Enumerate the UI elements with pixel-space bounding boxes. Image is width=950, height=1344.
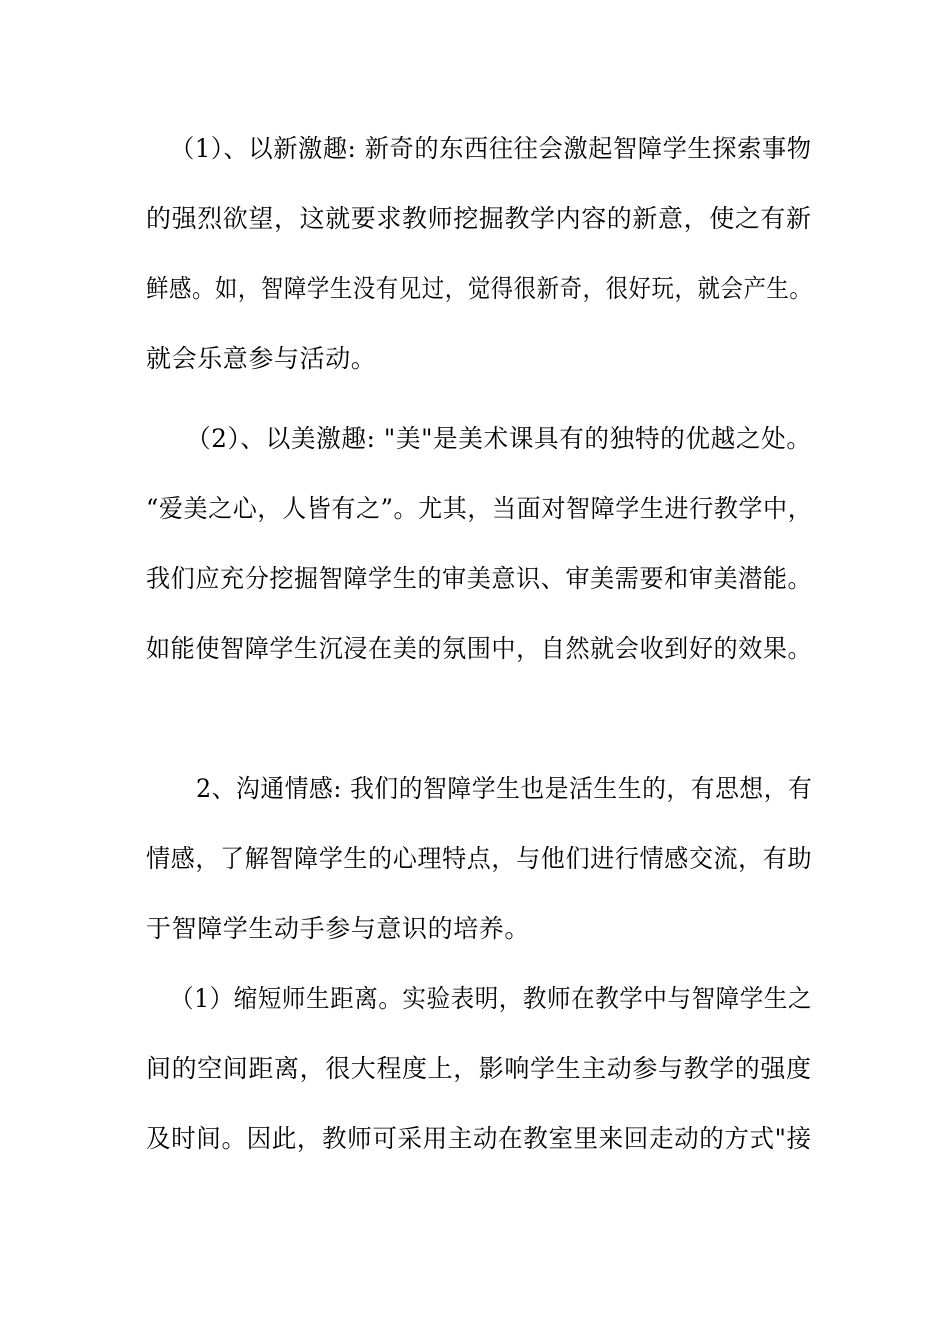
paragraph-4-line-3: 及时间。因此，教师可采用主动在教室里来回走动的方式"接 <box>146 1124 812 1153</box>
paragraph-3-line-2: 情感，了解智障学生的心理特点，与他们进行情感交流，有助 <box>146 844 813 873</box>
paragraph-2-line-4: 如能使智障学生沉浸在美的氛围中，自然就会收到好的效果。 <box>146 634 813 663</box>
paragraph-1-line-3: 鲜感。如，智障学生没有见过，觉得很新奇，很好玩，就会产生。 <box>146 274 813 303</box>
paragraph-1-line-2: 的强烈欲望，这就要求教师挖掘教学内容的新意，使之有新 <box>146 204 812 233</box>
paragraph-2-line-2: “爱美之心，人皆有之”。尤其，当面对智障学生进行教学中， <box>146 494 813 523</box>
paragraph-3-line-1: 2、沟通情感: 我们的智障学生也是活生生的，有思想，有 <box>196 774 813 803</box>
paragraph-1-line-4: 就会乐意参与活动。 <box>146 344 377 373</box>
paragraph-4-line-2: 间的空间距离，很大程度上，影响学生主动参与教学的强度 <box>146 1054 812 1083</box>
paragraph-2-line-1: （2）、以美激趣: "美"是美术课具有的独特的优越之处。 <box>186 424 812 453</box>
paragraph-2-line-3: 我们应充分挖掘智障学生的审美意识、审美需要和审美潜能。 <box>146 564 813 593</box>
paragraph-4-line-1: （1）缩短师生距离。实验表明，教师在教学中与智障学生之 <box>170 984 813 1013</box>
paragraph-1-line-1: （1）、以新激趣: 新奇的东西往往会激起智障学生探索事物 <box>170 134 812 163</box>
paragraph-3-line-3: 于智障学生动手参与意识的培养。 <box>146 914 531 943</box>
